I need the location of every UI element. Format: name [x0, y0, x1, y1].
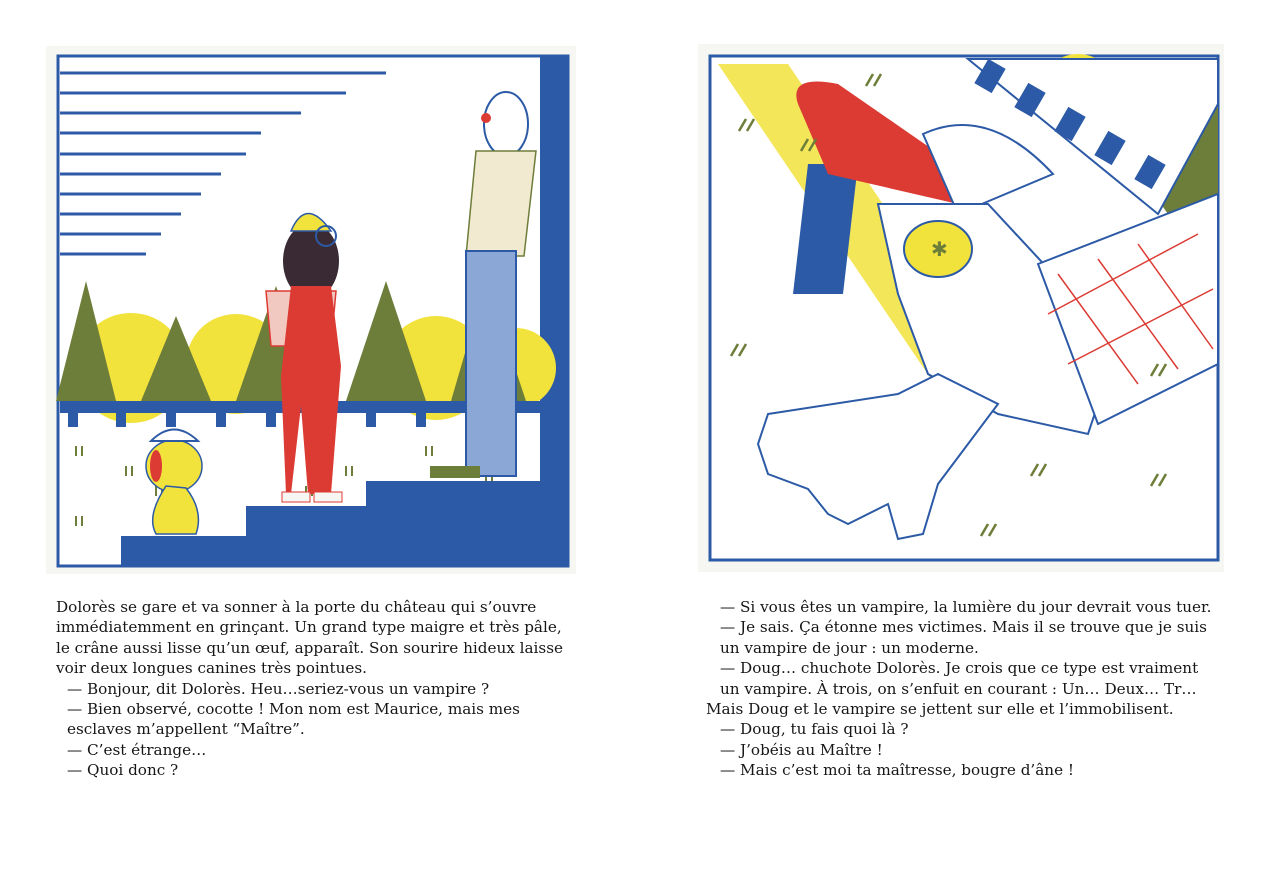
dialogue-line: un vampire. À trois, on s’enfuit en courant : Un… Deux… Tr… [720, 679, 1197, 698]
text-line: le crâne aussi lisse qu’un œuf, apparaît. Son sourire hideux laisse [56, 638, 563, 657]
dialogue-line: — Bonjour, dit Dolorès. Heu…seriez-vous un vampire ? [67, 679, 490, 698]
dialogue-line: — Je sais. Ça étonne mes victimes. Mais il se trouve que je suis [720, 618, 1207, 637]
dialogue-line: — C’est étrange… [67, 740, 207, 759]
dialogue-line: esclaves m’appellent “Maître”. [67, 720, 305, 739]
right-illustration [698, 44, 1224, 572]
text-line: Mais Doug et le vampire se jettent sur elle et l’immobilisent. [706, 699, 1174, 718]
castle-scene-drawing [46, 46, 576, 574]
right-page-text [706, 597, 1226, 781]
dialogue-line: — Si vous êtes un vampire, la lumière du jour devrait vous tuer. [720, 598, 1212, 616]
text-line: Dolorès se gare et va sonner à la porte du château qui s’ouvre [56, 598, 537, 616]
dialogue-line: — Doug… chuchote Dolorès. Je crois que ce type est vraiment [720, 659, 1199, 678]
text-line: voir deux longues canines très pointues. [56, 659, 368, 678]
vampire-dog-drawing [698, 44, 1224, 572]
dialogue-line: — Quoi donc ? [67, 761, 179, 780]
dialogue-line: — Mais c’est moi ta maîtresse, bougre d’âne ! [720, 761, 1075, 780]
dialogue-line: — Bien observé, cocotte ! Mon nom est Maurice, mais mes [67, 699, 520, 718]
left-illustration [46, 46, 576, 574]
svg-text:✱: ✱ [931, 237, 948, 261]
dialogue-line: — Doug, tu fais quoi là ? [720, 720, 909, 739]
text-line: immédiatemment en grinçant. Un grand type maigre et très pâle, [56, 618, 562, 637]
dialogue-line: un vampire de jour : un moderne. [720, 638, 979, 657]
left-page-text [56, 597, 576, 781]
dialogue-line: — J’obéis au Maître ! [720, 740, 883, 759]
